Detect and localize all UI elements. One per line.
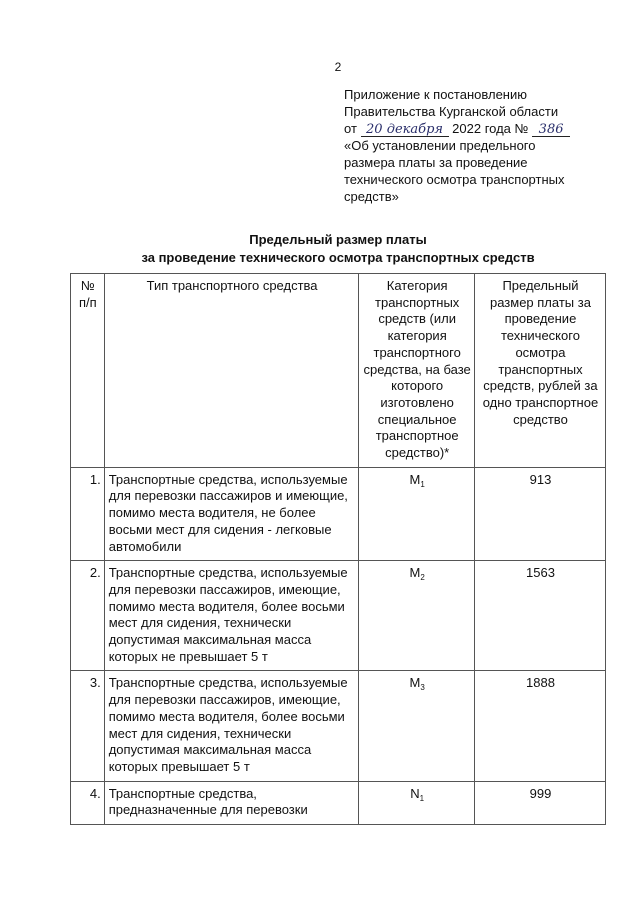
category-subscript: 2: [420, 573, 425, 583]
header-fee: Предельный размер платы за проведение технического осмотра транспортных средств, рублей за одно транспортное средство: [474, 274, 605, 468]
row-fee: 1888: [474, 671, 605, 781]
row-category: [359, 561, 475, 671]
header-type: Тип транспортного средства: [104, 274, 359, 468]
appendix-line-5: размера платы за проведение: [344, 155, 528, 170]
table-row: [71, 781, 606, 824]
appendix-line-4: «Об установлении предельного: [344, 138, 536, 153]
row-fee: 999: [474, 781, 605, 824]
row-num: 4.: [71, 781, 105, 824]
handwritten-date: 20 декабря: [361, 123, 449, 137]
row-type: Транспортные средства, используемые для перевозки пассажиров и имеющие, помимо места водителя, не более восьми мест для сидения - легковые автомобили: [104, 467, 359, 561]
row-category: [359, 781, 475, 824]
row-type: Транспортные средства, используемые для перевозки пассажиров, имеющие, помимо места водителя, более восьми мест для сидения, технически допустимая максимальная масса которых превышает 5 т: [104, 671, 359, 781]
category-letter: М: [409, 565, 421, 581]
category-letter: М: [409, 471, 421, 487]
title-line-1: Предельный размер платы: [249, 232, 427, 247]
row-num: 3.: [71, 671, 105, 781]
header-num: № п/п: [71, 274, 105, 468]
appendix-date-line: [344, 120, 614, 137]
table-row: [71, 467, 606, 561]
table-row: [71, 561, 606, 671]
row-num: 2.: [71, 561, 105, 671]
row-num: 1.: [71, 467, 105, 561]
appendix-from-prefix: от: [344, 121, 357, 136]
appendix-line-6: технического осмотра транспортных: [344, 172, 565, 187]
category-letter: N: [410, 785, 420, 801]
page-number: 2: [334, 60, 342, 74]
category-subscript: 1: [419, 793, 425, 803]
row-fee: 913: [474, 467, 605, 561]
category-subscript: 3: [420, 683, 425, 693]
category-letter: М: [409, 675, 421, 691]
fee-table: [70, 273, 606, 825]
appendix-line-7: средств»: [344, 189, 399, 204]
appendix-header: [344, 86, 614, 205]
table-header-row: [71, 274, 606, 468]
title-line-2: за проведение технического осмотра транспортных средств: [141, 250, 535, 265]
document-title: [0, 231, 640, 267]
handwritten-number: 386: [532, 123, 570, 137]
row-fee: 1563: [474, 561, 605, 671]
row-category: [359, 671, 475, 781]
row-category: [359, 467, 475, 561]
appendix-line-1: Приложение к постановлению: [344, 87, 527, 102]
table-row: [71, 671, 606, 781]
category-subscript: 1: [420, 479, 425, 489]
row-type: Транспортные средства, предназначенные для перевозки: [104, 781, 359, 824]
appendix-line-2: Правительства Курганской области: [344, 104, 559, 119]
header-category: Категория транспортных средств (или категория транспортного средства, на базе которого изготовлено специальное транспортное средство)*: [359, 274, 475, 468]
row-type: Транспортные средства, используемые для перевозки пассажиров, имеющие, помимо места водителя, более восьми мест для сидения, технически допустимая максимальная масса которых не превышает 5 т: [104, 561, 359, 671]
appendix-year-text: 2022 года №: [452, 121, 529, 136]
